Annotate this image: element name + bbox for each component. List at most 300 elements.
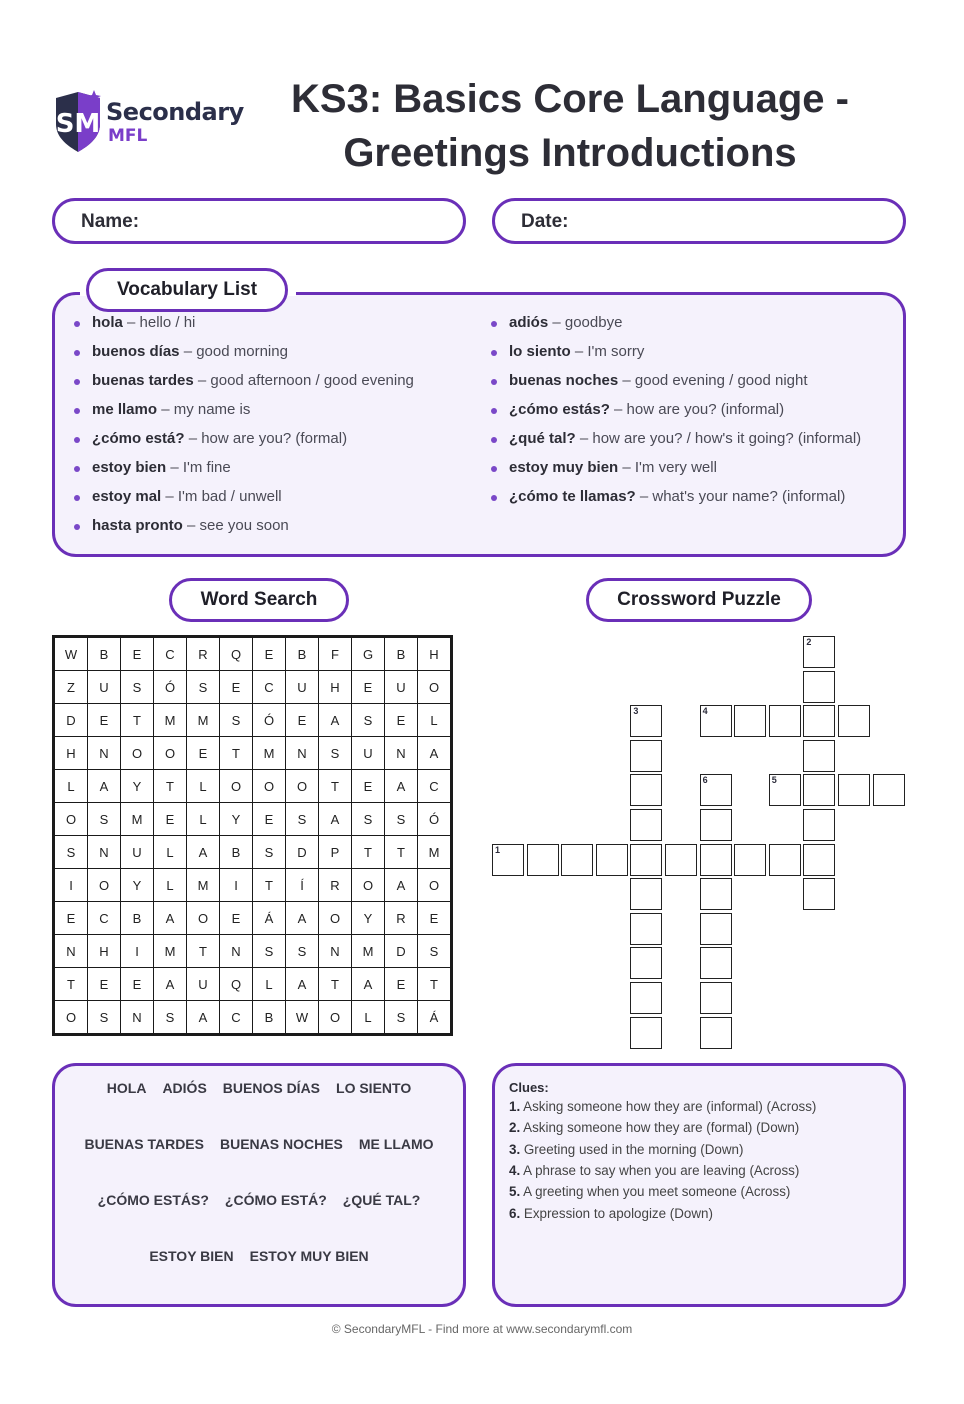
crossword-clue <box>509 1120 799 1135</box>
grid-row <box>54 869 452 902</box>
brand-logo <box>54 90 254 154</box>
word-list-item: BUENAS NOCHES <box>219 1136 343 1152</box>
vocab-meaning: – see you soon <box>182 517 289 534</box>
crossword-cell-number: 1 <box>495 844 501 855</box>
title-line-1: KS3: Basics Core Language - <box>291 77 849 121</box>
grid-letter[interactable]: E <box>187 737 220 770</box>
crossword-cell[interactable] <box>630 947 662 979</box>
grid-letter[interactable]: G <box>352 637 385 671</box>
grid-letter[interactable]: Y <box>220 803 253 836</box>
grid-letter[interactable]: N <box>88 737 121 770</box>
crossword-clue <box>509 1099 816 1114</box>
vocab-meaning: – how are you? (formal) <box>184 430 348 447</box>
vocab-item <box>74 339 414 368</box>
crossword-cell[interactable] <box>700 878 732 910</box>
grid-letter[interactable]: Í <box>286 869 319 902</box>
grid-letter[interactable]: M <box>187 869 220 902</box>
grid-letter[interactable]: A <box>187 836 220 869</box>
vocab-term: estoy muy bien <box>509 459 619 476</box>
vocab-item <box>491 426 861 455</box>
grid-letter[interactable]: M <box>187 704 220 737</box>
word-list-panel <box>52 1063 466 1307</box>
grid-letter[interactable]: M <box>352 935 385 968</box>
vocab-meaning: – I'm sorry <box>570 343 645 360</box>
crossword-cell[interactable] <box>803 705 835 737</box>
vocab-item <box>74 426 414 455</box>
grid-letter[interactable]: M <box>154 704 187 737</box>
grid-letter[interactable]: M <box>121 803 154 836</box>
grid-letter[interactable]: E <box>385 704 418 737</box>
vocab-term: estoy bien <box>92 459 167 476</box>
clue-text: A greeting when you meet someone (Across) <box>520 1184 791 1200</box>
vocab-item <box>74 455 414 484</box>
grid-letter[interactable]: A <box>286 902 319 935</box>
grid-letter[interactable]: O <box>54 803 88 836</box>
word-list-item: LO SIENTO <box>336 1080 412 1096</box>
grid-letter[interactable]: R <box>385 902 418 935</box>
grid-letter[interactable]: Y <box>121 869 154 902</box>
grid-row <box>54 968 452 1001</box>
grid-letter[interactable]: D <box>286 836 319 869</box>
grid-letter[interactable]: P <box>319 836 352 869</box>
grid-letter[interactable]: A <box>154 902 187 935</box>
crossword-clue <box>509 1163 799 1178</box>
grid-letter[interactable]: L <box>253 968 286 1001</box>
grid-letter[interactable]: A <box>286 968 319 1001</box>
vocab-meaning: – how are you? / how's it going? (informal) <box>575 430 862 447</box>
vocab-term: ¿cómo estás? <box>509 401 610 418</box>
grid-row <box>54 1001 452 1035</box>
grid-letter[interactable]: S <box>253 935 286 968</box>
grid-letter[interactable]: C <box>88 902 121 935</box>
grid-letter[interactable]: B <box>220 836 253 869</box>
clue-text: Asking someone how they are (formal) (Down) <box>520 1120 800 1136</box>
word-list-item: HOLA <box>106 1080 147 1096</box>
grid-letter[interactable]: E <box>54 902 88 935</box>
grid-letter[interactable]: S <box>220 704 253 737</box>
grid-row <box>54 671 452 704</box>
grid-letter[interactable]: O <box>418 869 452 902</box>
word-list-item: ESTOY MUY BIEN <box>249 1248 369 1264</box>
clue-number: 4. <box>509 1162 521 1178</box>
grid-letter[interactable]: E <box>220 902 253 935</box>
grid-letter[interactable]: L <box>352 1001 385 1035</box>
crossword-cell[interactable] <box>700 844 732 876</box>
vocab-term: lo siento <box>509 343 571 360</box>
word-search-heading: Word Search <box>169 578 349 622</box>
grid-letter[interactable]: E <box>88 968 121 1001</box>
crossword-cell[interactable] <box>769 844 801 876</box>
grid-letter[interactable]: E <box>220 671 253 704</box>
grid-row <box>54 737 452 770</box>
crossword-cell-number: 5 <box>771 775 777 786</box>
grid-letter[interactable]: E <box>154 803 187 836</box>
word-list-row <box>55 1192 463 1208</box>
crossword-cell-number: 2 <box>806 637 812 647</box>
clues-title: Clues: <box>509 1080 549 1095</box>
grid-letter[interactable]: S <box>319 737 352 770</box>
vocab-item <box>491 368 861 397</box>
grid-letter[interactable]: Y <box>121 770 154 803</box>
grid-letter[interactable]: S <box>253 836 286 869</box>
grid-letter[interactable]: Y <box>352 902 385 935</box>
grid-letter[interactable]: N <box>88 836 121 869</box>
clue-text: Asking someone how they are (informal) (Across) <box>520 1099 817 1114</box>
grid-letter[interactable]: B <box>385 637 418 671</box>
grid-letter[interactable]: C <box>253 671 286 704</box>
grid-letter[interactable]: N <box>121 1001 154 1035</box>
grid-letter[interactable]: S <box>154 1001 187 1035</box>
grid-letter[interactable]: O <box>352 869 385 902</box>
date-label: Date: <box>521 211 569 232</box>
crossword-cell[interactable] <box>630 774 662 806</box>
grid-letter[interactable]: E <box>385 968 418 1001</box>
grid-letter[interactable]: T <box>319 968 352 1001</box>
grid-letter[interactable]: E <box>418 902 452 935</box>
grid-letter[interactable]: A <box>187 1001 220 1035</box>
word-list-item: ME LLAMO <box>358 1136 434 1152</box>
grid-letter[interactable]: W <box>54 637 88 671</box>
grid-letter[interactable]: U <box>121 836 154 869</box>
grid-row <box>54 935 452 968</box>
grid-letter[interactable]: T <box>253 869 286 902</box>
grid-letter[interactable]: L <box>154 869 187 902</box>
name-field[interactable] <box>52 198 466 244</box>
crossword-cell[interactable] <box>769 774 801 806</box>
clue-number: 3. <box>509 1141 521 1157</box>
vocab-term: hola <box>92 314 123 331</box>
crossword-clue <box>509 1184 790 1199</box>
grid-letter[interactable]: U <box>187 968 220 1001</box>
vocab-term: ¿cómo está? <box>92 430 185 447</box>
grid-letter[interactable]: U <box>385 671 418 704</box>
grid-letter[interactable]: H <box>54 737 88 770</box>
grid-letter[interactable]: S <box>352 803 385 836</box>
vocab-term: me llamo <box>92 401 158 418</box>
grid-letter[interactable]: L <box>54 770 88 803</box>
grid-letter[interactable]: A <box>319 704 352 737</box>
grid-letter[interactable]: E <box>88 704 121 737</box>
word-list-item: ¿CÓMO ESTÁS? <box>97 1192 209 1208</box>
grid-letter[interactable]: S <box>54 836 88 869</box>
crossword-cell[interactable] <box>630 844 662 876</box>
grid-letter[interactable]: Ó <box>418 803 452 836</box>
grid-letter[interactable]: W <box>286 1001 319 1035</box>
crossword-cell[interactable] <box>561 844 593 876</box>
grid-letter[interactable]: I <box>54 869 88 902</box>
grid-letter[interactable]: A <box>385 770 418 803</box>
crossword-cell-number: 6 <box>702 775 708 786</box>
crossword-cell[interactable] <box>700 1017 732 1049</box>
crossword-cell[interactable] <box>803 774 835 806</box>
grid-letter[interactable]: Á <box>418 1001 452 1035</box>
grid-letter[interactable]: T <box>418 968 452 1001</box>
crossword-cell[interactable] <box>838 705 870 737</box>
word-list-item: BUENAS TARDES <box>84 1136 204 1152</box>
vocab-item <box>74 310 414 339</box>
grid-letter[interactable]: T <box>385 836 418 869</box>
grid-letter[interactable]: T <box>187 935 220 968</box>
grid-letter[interactable]: O <box>418 671 452 704</box>
word-list-row <box>55 1136 463 1152</box>
crossword-cell[interactable] <box>838 774 870 806</box>
clues-panel <box>492 1063 906 1307</box>
grid-letter[interactable]: D <box>54 704 88 737</box>
clue-text: A phrase to say when you are leaving (Across) <box>520 1162 800 1178</box>
grid-letter[interactable]: M <box>253 737 286 770</box>
grid-letter[interactable]: H <box>88 935 121 968</box>
grid-letter[interactable]: R <box>319 869 352 902</box>
grid-letter[interactable]: A <box>418 737 452 770</box>
grid-letter[interactable]: A <box>385 869 418 902</box>
clue-number: 6. <box>509 1205 521 1221</box>
vocab-meaning: – I'm bad / unwell <box>161 488 282 505</box>
grid-letter[interactable]: E <box>121 968 154 1001</box>
grid-letter[interactable]: S <box>385 1001 418 1035</box>
vocab-meaning: – I'm very well <box>618 459 717 476</box>
vocab-meaning: – hello / hi <box>122 314 196 331</box>
crossword-cell[interactable] <box>527 844 559 876</box>
vocab-item <box>74 513 414 542</box>
grid-letter[interactable]: N <box>385 737 418 770</box>
grid-letter[interactable]: Ó <box>154 671 187 704</box>
grid-letter[interactable]: E <box>352 770 385 803</box>
grid-letter[interactable]: O <box>88 869 121 902</box>
vocab-item <box>491 455 861 484</box>
word-list-item: ESTOY BIEN <box>149 1248 234 1264</box>
vocab-list-left <box>74 310 414 542</box>
crossword-cell[interactable] <box>734 705 766 737</box>
vocab-meaning: – good afternoon / good evening <box>193 372 414 389</box>
grid-letter[interactable]: Á <box>253 902 286 935</box>
grid-letter[interactable]: N <box>286 737 319 770</box>
clue-text: Greeting used in the morning (Down) <box>520 1141 744 1157</box>
vocab-term: buenos días <box>92 343 180 360</box>
crossword-cell[interactable] <box>803 671 835 703</box>
grid-letter[interactable]: Ó <box>253 704 286 737</box>
grid-letter[interactable]: O <box>319 1001 352 1035</box>
grid-letter[interactable]: Q <box>220 968 253 1001</box>
word-list-row <box>55 1080 463 1096</box>
grid-letter[interactable]: R <box>187 637 220 671</box>
grid-letter[interactable]: N <box>319 935 352 968</box>
crossword-cell[interactable] <box>596 844 628 876</box>
grid-letter[interactable]: C <box>418 770 452 803</box>
vocab-item <box>491 397 861 426</box>
grid-letter[interactable]: I <box>121 935 154 968</box>
vocab-item <box>74 484 414 513</box>
grid-letter[interactable]: T <box>352 836 385 869</box>
grid-letter[interactable]: S <box>352 704 385 737</box>
grid-letter[interactable]: A <box>352 968 385 1001</box>
grid-letter[interactable]: S <box>121 671 154 704</box>
grid-row <box>54 803 452 836</box>
grid-letter[interactable]: T <box>319 770 352 803</box>
page-title <box>270 72 870 180</box>
vocab-item <box>74 397 414 426</box>
crossword-cell[interactable] <box>630 1017 662 1049</box>
crossword-cell[interactable] <box>700 913 732 945</box>
grid-letter[interactable]: O <box>319 902 352 935</box>
grid-letter[interactable]: Q <box>220 637 253 671</box>
crossword-cell[interactable] <box>700 809 732 841</box>
grid-letter[interactable]: A <box>319 803 352 836</box>
grid-letter[interactable]: N <box>54 935 88 968</box>
clue-number: 1. <box>509 1099 521 1114</box>
grid-letter[interactable]: H <box>418 637 452 671</box>
crossword-clue <box>509 1142 743 1157</box>
word-list-item: BUENOS DÍAS <box>222 1080 321 1096</box>
grid-row <box>54 836 452 869</box>
clue-number: 5. <box>509 1184 521 1200</box>
grid-letter[interactable]: B <box>121 902 154 935</box>
grid-letter[interactable]: T <box>121 704 154 737</box>
vocab-meaning: – good morning <box>179 343 288 360</box>
vocab-meaning: – my name is <box>157 401 251 418</box>
date-field[interactable] <box>492 198 906 244</box>
vocab-list-right <box>491 310 861 513</box>
clue-number: 2. <box>509 1120 521 1136</box>
grid-letter[interactable]: N <box>220 935 253 968</box>
grid-letter[interactable]: F <box>319 637 352 671</box>
logo-line2: MFL <box>108 126 148 146</box>
crossword-cell[interactable] <box>803 844 835 876</box>
vocab-term: buenas tardes <box>92 372 194 389</box>
crossword-cell[interactable] <box>700 947 732 979</box>
grid-letter[interactable]: O <box>286 770 319 803</box>
grid-letter[interactable]: L <box>187 770 220 803</box>
crossword-cell-number: 4 <box>702 706 708 717</box>
grid-letter[interactable]: S <box>418 935 452 968</box>
word-list-item: ¿QUÉ TAL? <box>342 1192 421 1208</box>
crossword-cell[interactable] <box>630 878 662 910</box>
grid-letter[interactable]: B <box>286 637 319 671</box>
vocab-term: estoy mal <box>92 488 162 505</box>
grid-letter[interactable]: T <box>154 770 187 803</box>
word-list-item: ADIÓS <box>162 1080 207 1096</box>
grid-letter[interactable]: L <box>187 803 220 836</box>
grid-letter[interactable]: T <box>220 737 253 770</box>
crossword-cell[interactable] <box>873 774 905 806</box>
crossword-cell[interactable] <box>700 705 732 737</box>
vocab-meaning: – how are you? (informal) <box>609 401 785 418</box>
crossword-cell-number: 3 <box>633 706 639 717</box>
word-search-grid <box>52 635 453 1036</box>
vocab-meaning: – I'm fine <box>166 459 231 476</box>
crossword-heading: Crossword Puzzle <box>586 578 812 622</box>
vocab-term: ¿qué tal? <box>509 430 576 447</box>
grid-letter[interactable]: C <box>154 637 187 671</box>
grid-row <box>54 902 452 935</box>
crossword-cell[interactable] <box>492 844 524 876</box>
grid-letter[interactable]: U <box>88 671 121 704</box>
word-list-row <box>55 1248 463 1264</box>
crossword-cell[interactable] <box>803 636 835 668</box>
grid-letter[interactable]: I <box>220 869 253 902</box>
grid-letter[interactable]: A <box>154 968 187 1001</box>
crossword-cell[interactable] <box>769 705 801 737</box>
grid-letter[interactable]: E <box>253 637 286 671</box>
vocab-item <box>491 484 861 513</box>
grid-row <box>54 770 452 803</box>
crossword-cell[interactable] <box>803 809 835 841</box>
grid-letter[interactable]: Z <box>54 671 88 704</box>
grid-letter[interactable]: O <box>187 902 220 935</box>
grid-letter[interactable]: E <box>253 803 286 836</box>
grid-letter[interactable]: M <box>418 836 452 869</box>
grid-letter[interactable]: A <box>88 770 121 803</box>
vocab-meaning: – goodbye <box>548 314 623 331</box>
grid-letter[interactable]: S <box>187 671 220 704</box>
crossword-cell[interactable] <box>630 740 662 772</box>
crossword-cell[interactable] <box>630 809 662 841</box>
crossword-cell[interactable] <box>630 982 662 1014</box>
grid-letter[interactable]: U <box>352 737 385 770</box>
vocab-term: hasta pronto <box>92 517 183 534</box>
vocab-term: ¿cómo te llamas? <box>509 488 636 505</box>
grid-letter[interactable]: M <box>154 935 187 968</box>
grid-letter[interactable]: D <box>385 935 418 968</box>
vocab-term: adiós <box>509 314 549 331</box>
grid-letter[interactable]: S <box>385 803 418 836</box>
grid-letter[interactable]: S <box>286 803 319 836</box>
vocab-term: buenas noches <box>509 372 619 389</box>
grid-letter[interactable]: S <box>88 803 121 836</box>
grid-letter[interactable]: H <box>319 671 352 704</box>
grid-letter[interactable]: O <box>121 737 154 770</box>
grid-letter[interactable]: O <box>54 1001 88 1035</box>
crossword-cell[interactable] <box>630 705 662 737</box>
grid-letter[interactable]: O <box>220 770 253 803</box>
grid-letter[interactable]: L <box>418 704 452 737</box>
vocab-item <box>491 339 861 368</box>
footer-credit: © SecondaryMFL - Find more at www.secondarymfl.com <box>331 1322 633 1336</box>
grid-letter[interactable]: S <box>88 1001 121 1035</box>
crossword-cell[interactable] <box>734 844 766 876</box>
grid-letter[interactable]: C <box>220 1001 253 1035</box>
crossword-clue <box>509 1206 713 1221</box>
grid-letter[interactable]: O <box>154 737 187 770</box>
grid-letter[interactable]: E <box>121 637 154 671</box>
grid-letter[interactable]: T <box>54 968 88 1001</box>
vocab-meaning: – good evening / good night <box>618 372 808 389</box>
grid-letter[interactable]: E <box>352 671 385 704</box>
crossword-cell[interactable] <box>700 982 732 1014</box>
svg-text:SM: SM <box>55 109 101 139</box>
crossword-cell[interactable] <box>630 913 662 945</box>
logo-line1: Secondary <box>106 98 244 126</box>
crossword-cell[interactable] <box>700 774 732 806</box>
word-list-item: ¿CÓMO ESTÁ? <box>224 1192 327 1208</box>
name-label: Name: <box>81 211 140 232</box>
grid-row <box>54 637 452 671</box>
clue-text: Expression to apologize (Down) <box>520 1205 713 1221</box>
crossword-cell[interactable] <box>665 844 697 876</box>
grid-letter[interactable]: E <box>286 704 319 737</box>
grid-letter[interactable]: O <box>253 770 286 803</box>
grid-letter[interactable]: B <box>88 637 121 671</box>
crossword-cell[interactable] <box>803 740 835 772</box>
grid-letter[interactable]: S <box>286 935 319 968</box>
vocab-item <box>74 368 414 397</box>
grid-letter[interactable]: B <box>253 1001 286 1035</box>
shield-logo-icon <box>54 90 104 154</box>
vocab-item <box>491 310 861 339</box>
grid-letter[interactable]: U <box>286 671 319 704</box>
grid-letter[interactable]: L <box>154 836 187 869</box>
crossword-cell[interactable] <box>803 878 835 910</box>
grid-row <box>54 704 452 737</box>
